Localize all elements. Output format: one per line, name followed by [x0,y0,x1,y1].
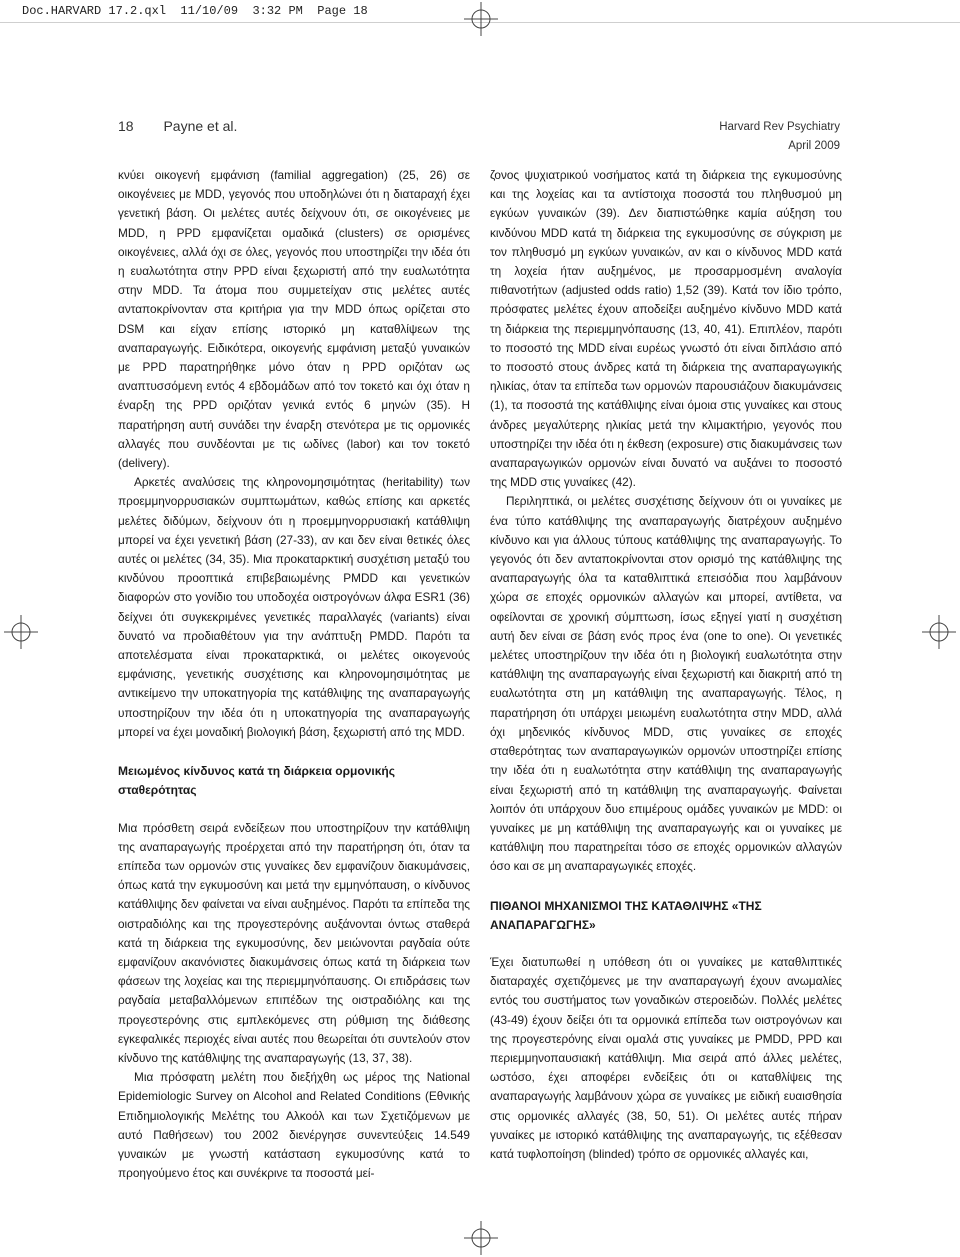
section-heading: Μειωμένος κίνδυνος κατά τη διάρκεια ορμονικής σταθερότητας [118,764,395,798]
paragraph: ζονος ψυχιατρικού νοσήματος κατά τη διάρκεια της εγκυμοσύνης και της λοχείας και τα αντίστοιχα ποσοστά του πληθυσμού μη εγκύων γυναικών (39). Δεν διαπιστώθηκε καμία αύξηση του κινδύνου MDD κατά τη διάρκεια της εγκυμοσύνης σε σύγκριση με τον πληθυσμό μη εγκύων γυναικών, αν και ο κίνδυνος MDD κατά τη λοχεία ήταν αυξημένος, με προσαρμοσμένη αναλογία πιθανοτήτων (adjusted odds ratio) 1,52 (39). Κατά τον ίδιο τρόπο, πρόσφατες μελέτες έχουν αποδείξει αυξημένο κίνδυνο MDD κατά τη διάρκεια της περιεμμηνόπαυσης (13, 40, 41). Επιπλέον, παρότι το ποσοστό της MDD είναι ευρέως γνωστό ότι είναι διπλάσιο από το ποσοστό στους άνδρες κατά τη διάρκεια της αναπαραγωγικής ηλικίας, όταν τα επίπεδα των ορμονών παρουσιάζουν διακυμάνσεις (1), τα ποσοστά της κατάθλιψης είναι όμοια στις γυναίκες και στους άνδρες μεγαλύτερης ηλικίας μετά την κλιμακτήριο, γεγονός που υποστηρίζει την ιδέα ότι η έκθεση (exposure) στις διακυμάνσεις των αναπαραγωγικών ορμονών είναι δυνατό να αυξάνει το ποσοστό της MDD στις γυναίκες (42). [490,168,842,490]
section-heading: ΠΙΘΑΝΟΙ ΜΗΧΑΝΙΣΜΟΙ ΤΗΣ ΚΑΤΑΘΛΙΨΗΣ «ΤΗΣ ΑΝΑΠΑΡΑΓΩΓΗΣ» [490,898,762,932]
paragraph: Έχει διατυπωθεί η υπόθεση ότι οι γυναίκες με καταθλιπτικές διαταραχές σχετιζόμενες με την αναπαραγωγή έχουν ανωμαλίες εντός του συστήματος των γοναδικών στεροειδών. Πολλές μελέτες (43-49) έχουν δείξει ότι τα ορμονικά επίπεδα των οιστρογόνων και της προγεστερόνης είναι ομαλά στις γυναίκες με PMDD, PPD και περιεμμηνοπαυσιακή κατάθλιψη. Μια σειρά από άλλες μελέτες, ωστόσο, έχει αποφέρει ενδείξεις ότι οι καταθλίψεις της αναπαραγωγής λαμβάνουν χώρα σε γυναίκες με ειδική ευαισθησία στις ορμονικές αλλαγές (38, 50, 51). Οι μελέτες αυτές πήραν γυναίκες με ιστορικό κατάθλιψης της αναπαραγωγής, τις εξέθεσαν κατά τυφλοποίηση (blinded) τρόπο σε ορμονικές αλλαγές και, [490,954,842,1161]
paragraph: Αρκετές αναλύσεις της κληρονομησιμότητας (heritability) των προεμμηνορρυσιακών συμπτωμάτων, καθώς επίσης και αρκετές μελέτες διδύμων, δείχνουν ότι η προεμμηνορρυσιακή κατάθλιψη μπορεί να έχει γενετική βάση (27-33), αν και δεν είναι θετικές όλες αυτές οι μελέτες (34, 35). Μια προκαταρκτική συσχέτιση μεταξύ του κινδύνου προοπτικά επιβεβαιωμένης PMDD και γενετικών διαφορών στο γονίδιο του υποδοχέα οιστρογόνων άλφα ESR1 (36) δείχνει ότι συγκεκριμένες γενετικές παραλλαγές (variants) είναι δυνατό να προδιαθέτουν για την ανάπτυξη PMDD. Παρότι τα αποτελέσματα είναι προκαταρκτικά, οι μελέτες οικογενούς εμφάνισης, γενετικής συσχέτισης και κληρονομησιμότητας με αντικείμενο την υποκατηγορία της κατάθλιψης της αναπαραγωγής υποστηρίζουν την ιδέα ότι η υποκατηγορία της αναπαραγωγής μπορεί να έχει μοναδική βιολογική βάση, ξεχωριστή από της MDD. [118,475,470,739]
crop-mark-top [464,2,498,36]
right-column [490,166,842,1164]
paragraph: Μια πρόσθετη σειρά ενδείξεων που υποστηρίζουν την κατάθλιψη της αναπαραγωγής προέρχεται από την παρατήρηση ότι, όταν τα επίπεδα των ορμονών στις γυναίκες δεν εμφανίζουν διακυμάνσεις, όπως κατά την εγκυμοσύνη και μετά την εμμηνόπαυση, ο κίνδυνος κατάθλιψης δεν φαίνεται να είναι αυξημένος. Παρότι τα επίπεδα της οιστραδιόλης και της προγεστερόνης αυξάνονται όντως σταθερά κατά τη διάρκεια της εγκυμοσύνης, δεν μειώνονται ραγδαία ούτε εμφανίζουν ακανόνιστες διακυμάνσεις όπως κατά τη διάρκεια των φάσεων της λοχείας και της περιεμμηνόπαυσης. Οι επιδράσεις των ραγδαία μεταβαλλόμενων επιπέδων της οιστραδιόλης και της προγεστερόνης στις εμπλεκόμενες στη ρύθμιση της διάθεσης εγκεφαλικές περιοχές είναι αυτές που θεωρείται ότι συντελούν στον κίνδυνο της κατάθλιψης της αναπαραγωγής (13, 37, 38). [118,820,470,1065]
print-slug: Doc.HARVARD 17.2.qxl 11/10/09 3:32 PM Page 18 [0,0,960,23]
paragraph: Μια πρόσφατη μελέτη που διεξήχθη ως μέρος της National Epidemiologic Survey on Alcohol and Related Conditions (Εθνικής Επιδημιολογικής Μελέτης του Αλκοόλ και των Σχετιζόμενων με αυτό Παθήσεων) του 2002 διενέργησε συνεντεύξεις 14.549 γυναικών με γνωστή κατάσταση εγκυμοσύνης κατά το προηγούμενο έτος και συνέκρινε τα ποσοστά μεί- [118,1070,470,1181]
left-column [118,166,470,1183]
crop-mark-left [4,615,38,649]
running-header-left [118,118,237,134]
page-number: 18 [118,118,134,134]
running-header-right [719,118,840,156]
journal-title: Harvard Rev Psychiatry [719,121,840,133]
crop-mark-right [922,615,956,649]
paragraph: Περιληπτικά, οι μελέτες συσχέτισης δείχνουν ότι οι γυναίκες με ένα τύπο κατάθλιψης της αναπαραγωγής διατρέχουν αυξημένο κίνδυνο και για άλλους τύπους κατάθλιψης της αναπαραγωγής. Το γεγονός ότι δεν ανταποκρίνονται στον ορισμό της κατάθλιψης της αναπαραγωγής όλα τα καταθλιπτικά επεισόδια που λαμβάνουν χώρα σε εποχές ορμονικών αλλαγών και μπορεί, αντίθετα, να οφείλονται σε χρονική σύμπτωση, ίσως εξηγεί γιατί η συσχέτιση αυτή δεν είναι σε βάση ενός προς ένα (one to one). Οι γενετικές μελέτες υποστηρίζουν την ιδέα ότι η βιολογική ευαλωτότητα στην κατάθλιψη της αναπαραγωγής είναι ξεχωριστή και διακριτή από τη ευαλωτότητα στη μη κατάθλιψη της αναπαραγωγής. Τέλος, η παρατήρηση ότι υπάρχει μειωμένη ευαλωτότητα στην MDD, αλλά όχι μηδενικός κίνδυνος MDD, στις γυναίκες σε εποχές σταθερότητας των αναπαραγωγικών ορμονών υποστηρίζει επίσης την ιδέα ότι η ευαλωτότητα στην κατάθλιψη της αναπαραγωγής είναι ξεχωριστή από τη κατάθλιψη της αναπαραγωγής. Φαίνεται λοιπόν ότι υπάρχουν δυο επιμέρους ομάδες γυναικών με MDD: οι γυναίκες με μη κατάθλιψη της αναπαραγωγής και οι γυναίκες με κατάθλιψη που παρατηρείται τόσο σε εποχές ορμονικών αλλαγών όσο και σε μη αναπαραγωγικές εποχές. [490,494,842,874]
authors: Payne et al. [163,118,238,134]
paragraph: κνύει οικογενή εμφάνιση (familial aggregation) (25, 26) σε οικογένειες με MDD, γεγονός που υποδηλώνει ότι η διαταραχή έχει γενετική βάση. Οι μελέτες αυτές δείχνουν ότι, σε οικογένειες με MDD, η PPD εμφανίζεται ομαδικά (clusters) σε ορισμένες οικογένειες, αλλά όχι σε όλες, γεγονός που υποστηρίζει την ιδέα ότι η ευαλωτότητα στην PPD είναι ξεχωριστή από την ευαλωτότητα στην MDD. Τα άτομα που συμμετείχαν στις μελέτες αυτές ανταποκρίνονταν στα κριτήρια για την MDD όπως ορίζεται στο DSM και είχαν επίσης ιστορικό μη καταθλίψεων της αναπαραγωγής. Ειδικότερα, οικογενής εμφάνιση μεταξύ γυναικών με PPD παρατηρήθηκε μόνο όταν η PPD οριζόταν ως αναπτυσσόμενη εντός 4 εβδομάδων από τον τοκετό και όχι όταν η έναρξη της PPD οριζόταν γενικά εντός 6 μηνών (35). Η παρατήρηση αυτή συνάδει την έναρξη στενότερα με τις ορμονικές αλλαγές που συνδέονται με τις ωδίνες (labor) και τον τοκετό (delivery). [118,168,470,471]
issue-date: April 2009 [788,140,840,152]
crop-mark-bottom [464,1221,498,1255]
